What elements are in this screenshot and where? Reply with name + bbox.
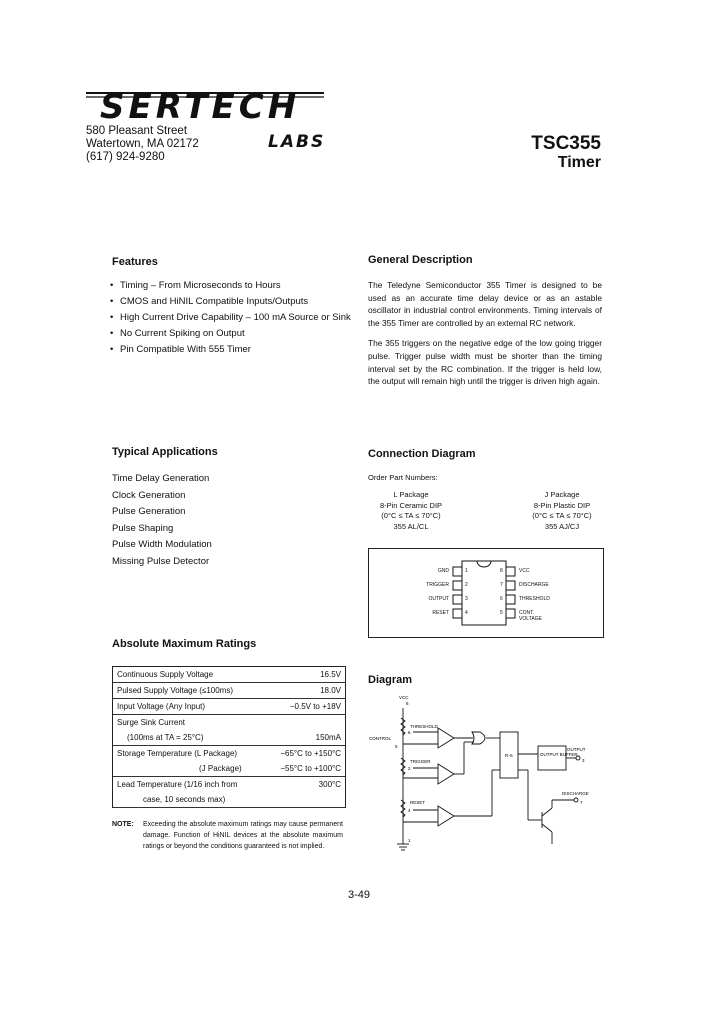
diagram-heading: Diagram: [368, 674, 413, 686]
logo-word: SERTECH: [100, 87, 301, 127]
table-row: case, 10 seconds max): [113, 792, 345, 808]
part-number: TSC355: [531, 133, 601, 154]
dip-package-graphic: [369, 549, 603, 637]
output-label: OUTPUT: [567, 747, 586, 752]
table-row: Pulsed Supply Voltage (≤100ms) 18.0V: [113, 683, 345, 699]
list-item: • Pin Compatible With 555 Timer: [110, 344, 251, 355]
list-item: Clock Generation: [112, 489, 186, 501]
left-package: L Package 8-Pin Ceramic DIP (0°C ≤ TA ≤ 70°C) 355 AL/CL: [379, 490, 443, 531]
block-diagram-graphic: [368, 694, 602, 860]
part-name: Timer: [557, 154, 601, 171]
pin-label-cont-voltage: CONT. VOLTAGE: [519, 610, 542, 622]
vcc-label: VCC: [399, 695, 409, 700]
absolute-max-heading: Absolute Maximum Ratings: [112, 638, 257, 650]
pin-num: 8: [500, 568, 503, 574]
right-package: J Package 8-Pin Plastic DIP (0°C ≤ TA ≤ 70°C) 355 AJ/CJ: [532, 490, 592, 531]
table-row: Surge Sink Current: [117, 718, 186, 727]
pin-label-trigger: TRIGGER: [426, 582, 449, 588]
logo: [84, 86, 334, 130]
pin6-label: 6: [408, 730, 411, 735]
page-number: 3-49: [348, 889, 371, 901]
address-line: Watertown, MA 02172: [86, 138, 199, 150]
pin1-label: 1: [408, 838, 411, 843]
list-item: Pulse Generation: [112, 506, 186, 517]
pinout-box: [368, 548, 604, 638]
features-heading: Features: [112, 256, 158, 268]
pin2-label: 2: [408, 766, 411, 771]
list-item: Pulse Shaping: [112, 522, 174, 534]
control-label: CONTROL: [369, 736, 392, 741]
address-line: (617) 924-9280: [86, 151, 165, 163]
pin-label-reset: RESET: [432, 610, 449, 616]
list-item: • CMOS and HiNIL Compatible Inputs/Outputs: [110, 296, 309, 307]
connection-diagram-heading: Connection Diagram: [368, 448, 476, 460]
table-row: Lead Temperature (1/16 inch from 300°C: [117, 780, 341, 789]
absolute-max-table-wrap: [112, 666, 346, 808]
pin3-label: 3: [582, 758, 585, 763]
pin-num: 7: [500, 582, 503, 588]
absolute-max-table: [113, 667, 345, 808]
table-row: Storage Temperature (L Package) −65°C to +150°C: [117, 749, 341, 758]
general-description-heading: General Description: [368, 254, 473, 266]
typical-applications-heading: Typical Applications: [112, 446, 218, 458]
flipflop-label: R-S: [505, 753, 513, 758]
pin5-label: 5: [395, 744, 398, 749]
pin-label-threshold: THRESHOLD: [519, 596, 550, 602]
trigger-label: TRIGGER: [410, 759, 431, 764]
threshold-label: THRESHOLD: [410, 724, 438, 729]
address-line: 580 Pleasant Street: [86, 125, 188, 137]
pin-num: 3: [465, 596, 468, 602]
pin8-label: 8: [406, 701, 409, 706]
features-list: [110, 278, 358, 358]
table-row: (J Package) −55°C to +100°C: [113, 761, 345, 777]
logo-sub: LABS: [268, 132, 326, 152]
list-item: Missing Pulse Detector: [112, 555, 210, 567]
reset-label: RESET: [410, 800, 426, 805]
part-title: [531, 133, 601, 172]
paragraph: The Teledyne Semiconductor 355 Timer is designed to be used as an accurate time delay device or as an astable oscillator in industrial control environments. Timing intervals of the 355 Timer are controlled by an external RC network.: [368, 280, 602, 328]
table-row: (100ms at TA = 25°C) 150mA: [113, 730, 345, 746]
output-buffer-label: OUTPUT BUFFER: [540, 752, 578, 757]
order-label: Order Part Numbers:: [368, 473, 438, 482]
paragraph: The 355 triggers on the negative edge of the low going trigger pulse. Trigger pulse width must be shorter than the timing interval set by the RC combination. If the trigger is held low, the output will remain high until the trigger is driven high again.: [368, 338, 602, 387]
pin-label-gnd: GND: [437, 568, 449, 574]
block-diagram: [368, 694, 602, 860]
list-item: Pulse Width Modulation: [112, 539, 212, 550]
list-item: Time Delay Generation: [112, 473, 210, 484]
general-description-body: [368, 279, 602, 388]
pin-num: 2: [465, 582, 468, 588]
table-row: Continuous Supply Voltage 16.5V: [113, 667, 345, 683]
discharge-label: DISCHARGE: [562, 791, 589, 796]
pin-num: 5: [500, 610, 503, 616]
pin-num: 1: [465, 568, 468, 574]
pin-label-output: OUTPUT: [428, 596, 449, 602]
pin-num: 6: [500, 596, 503, 602]
list-item: • High Current Drive Capability – 100 mA Source or Sink: [110, 312, 351, 323]
pin-label-discharge: DISCHARGE: [519, 582, 549, 588]
address-block: [86, 125, 199, 164]
pin4-label: 4: [408, 808, 411, 813]
table-row: Input Voltage (Any Input) −0.5V to +18V: [113, 699, 345, 715]
pin-num: 4: [465, 610, 468, 616]
pin7-label: 7: [580, 800, 583, 805]
applications-list: [112, 471, 212, 570]
list-item: • Timing – From Microseconds to Hours: [110, 280, 281, 291]
pin-label-vcc: VCC: [519, 568, 530, 574]
list-item: • No Current Spiking on Output: [110, 328, 245, 339]
note-label: NOTE:: [112, 821, 134, 828]
note-text: Exceeding the absolute maximum ratings may cause permanent damage. Function of HiNIL devices at the absolute maximum ratings or beyond the conditions guaranteed is not implied.: [143, 821, 343, 850]
